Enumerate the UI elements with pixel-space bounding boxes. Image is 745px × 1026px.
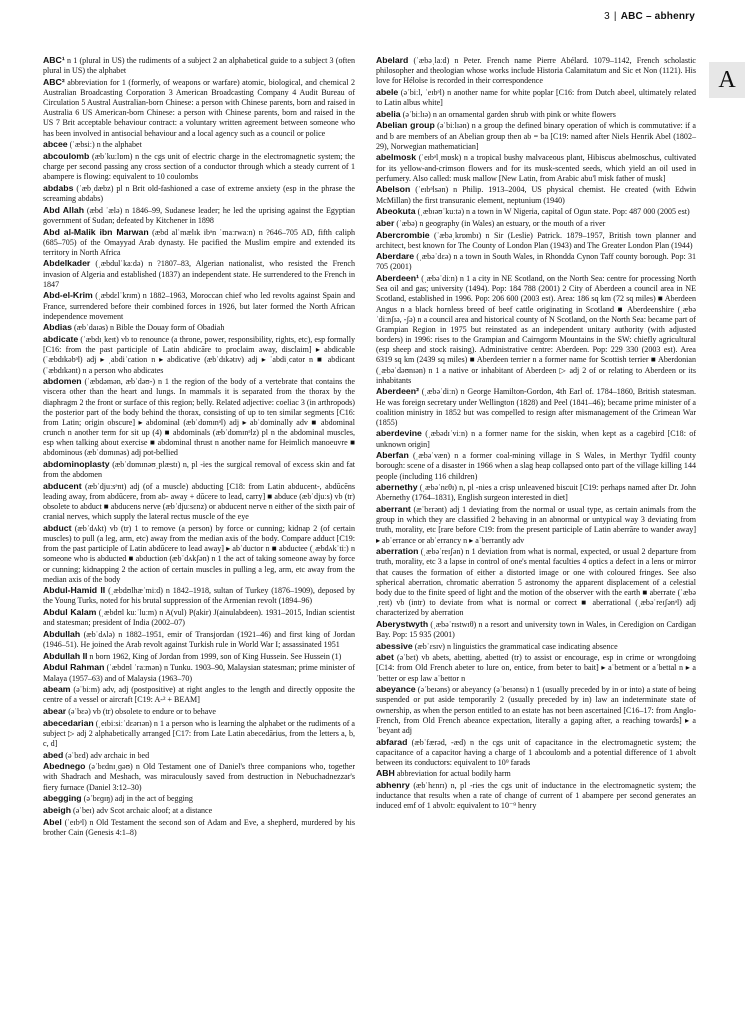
definition-text: (æbˈdjuːsᵊnt) adj (of a muscle) abducting [C18: from Latin abducent-, abdūcēns leading away, from abdūcere, from ab- away + dūcere to lead, carry] ■ abduce (æbˈdjuːs) vb (tr) obsolete to abduct ■ abducens nerve (æbˈdjuːsɛnz) or abducent nerve n either of the sixth pair of cranial nerves, which supply the lateral rectus muscle of the eye [43, 481, 356, 522]
definition-text: (əˈbiːlɪə) n an ornamental garden shrub with pink or white flowers [402, 109, 616, 119]
definition-text: (ˌæbəˈvæn) n a former coal-mining village in S Wales, in Merthyr Tydfil county borough: scene of a disaster in 1966 when a slag heap collapsed onto part of the village killing 144 people (including 116 children) [376, 451, 696, 481]
dictionary-entry [43, 55, 355, 76]
dictionary-entry [376, 251, 696, 272]
dictionary-entry [43, 376, 355, 458]
dictionary-entry [43, 761, 355, 792]
headword: Abel [43, 816, 62, 827]
definition-text: (æbˈkuːlɒm) n the cgs unit of electric charge in the electromagnetic system; the charge per second passing any cross section of a conductor through which a steady current of 1 abampere is flowing: equivalent to 10 coulombs [43, 151, 356, 182]
headword: abeam [43, 684, 71, 695]
headword: abernethy [376, 482, 418, 493]
dictionary-entry [43, 459, 355, 480]
headword: Abdullah II [43, 650, 88, 661]
definition-text: (əˈbɛd) adv archaic in bed [65, 750, 150, 760]
headword: ABC¹ [43, 55, 65, 65]
dictionary-entry [43, 706, 355, 717]
headword: Aberdare [376, 251, 415, 262]
guide-words: ABC – abhenry [620, 11, 695, 22]
definition-text: (ˌæbəˈnɛθɪ) n, pl -nies a crisp unleavened biscuit [C19: perhaps named after Dr. John Abernethy (1764–1831), English surgeon interested in diet] [376, 483, 696, 503]
definition-text: (əˈbɛɡɪŋ) adj in the act of begging [83, 794, 193, 804]
dictionary-entry [376, 152, 696, 183]
headword: aber [376, 217, 395, 228]
dictionary-entry [376, 482, 696, 503]
headword: Abdelkader [43, 258, 91, 269]
right-column [376, 55, 696, 812]
dictionary-entry [376, 184, 696, 205]
headword: Abdul-Hamid II [43, 585, 106, 596]
definition-text: (ˌæbəˈdiːn) n George Hamilton-Gordon, 4th Earl of. 1784–1860, British statesman. He was foreign secretary under Wellington (1828) and Peel (1841–46); became prime minister of a coalition ministry in 1852 but was compelled to resign after mismanagement of the Crimean War (1855) [376, 387, 696, 427]
definition-text: (əˈbiːm) adv, adj (postpositive) at right angles to the length and directly opposite the centre of a vessel or aircraft [C19: A-² + BEAM] [43, 685, 355, 705]
headword: Abelson [376, 184, 411, 195]
definition-text: (ˌæbɪəʊˈkuːtə) n a town in W Nigeria, capital of Ogun state. Pop: 487 000 (2005 est) [417, 207, 690, 217]
dictionary-entry [376, 273, 696, 386]
headword: abcee [43, 139, 68, 150]
dictionary-entry [376, 641, 696, 652]
definition-text: (æbˈdʌlə) n 1882–1951, emir of Transjordan (1921–46) and first king of Jordan (1946–51). He joined the Arab revolt against Turkish rule in World War I; assassinated 1951 [43, 629, 355, 650]
definition-text: (ˈeɪbᵊlsən) n Philip. 1913–2004, US physical chemist. He created (with Edwin McMillan) the first transuranic element, neptunium (1940) [376, 185, 696, 205]
dictionary-entry [376, 120, 696, 151]
headword: abdicate [43, 334, 79, 345]
dictionary-entry [43, 77, 355, 139]
definition-text: (æbˈdʌkt) vb (tr) 1 to remove (a person) by force or cunning; kidnap 2 (of certain muscles) to pull (a leg, arm, etc) away from the median axis of the body. Compare adduct [C19: from the past participle of Latin abdūcere to lead away] ▸ abˈductor n ■ abductee (ˌæbdʌkˈtiː) n someone who is abducted ■ abduction (æbˈdʌkʃən) n 1 the act of taking someone away by force or cunning; kidnapping 2 the action of certain muscles in pulling a leg, arm, etc away from the median axis of the body [43, 523, 355, 584]
definition-text: (əˈbiːl, ˈeɪbᵊl) n another name for white poplar [C16: from Dutch abeel, ultimately related to Latin albus white] [376, 87, 696, 108]
headword: abessive [376, 640, 413, 651]
headword: aberrant [376, 504, 411, 515]
definition-text: (æˈbɛrənt) adj 1 deviating from the normal or usual type, as certain animals from the group in which they are classified 2 behaving in an abnormal or untypical way 3 deviating from truth, morality, etc [rare before C19: from the present participle of Latin aberrāre to wander away] ▸ abˈerrance or abˈerrancy n ▸ aˈberrantly adv [376, 505, 696, 545]
definition-text: (æbˈdaɪəs) n Bible the Douay form of Obadiah [73, 323, 225, 333]
definition-text: (ˌæbəˈreɪʃən) n 1 deviation from what is normal, expected, or usual 2 departure from truth, morality, etc 3 a lapse in control of one's mental faculties 4 optics a defect in a lens or mirror that causes the formation of either a distorted image or one with coloured fringes. See also spherical aberration, chromatic aberration 5 astronomy the apparent displacement of a celestial body due to the finite speed of light and the motion of the observer with the earth ■ aberrate (ˈæbəˌreɪt) vb (intr) to deviate from what is normal or correct ■ aberrational (ˌæbəˈreɪʃənᵊl) adj characterized by aberration [376, 547, 696, 618]
definition-text: (əˈbeɪəns) or abeyancy (əˈbeɪənsɪ) n 1 (usually preceded by in or into) a state of being suspended or put aside temporarily 2 (usually preceded by in) law an indeterminate state of ownership, as when the person entitled to an estate has not been ascertained [C16–17: from Anglo-French, from Old French abeance expectation, literally a gaping after, a reaching towards] ▸ aˈbeyant adj [376, 685, 696, 735]
dictionary-entry [43, 684, 355, 705]
dictionary-entry [376, 218, 696, 229]
dictionary-entry [376, 504, 696, 546]
headword: abdominoplasty [43, 458, 110, 469]
headword: aberration [376, 546, 419, 557]
thumb-index-letter: A [718, 66, 736, 93]
definition-text: (ˈæbsiː) n the alphabet [69, 140, 142, 150]
definition-text: (ˌæbdʊl kuːˈluːm) n A(vul) P(akir) J(ainulabdeen). 1931–2015, Indian scientist and statesman; president of India (2002–07) [43, 608, 355, 628]
dictionary-entry [43, 793, 355, 804]
definition-text: (æbd alˈmælɪk ibᵊn ˈmaːrwaːn) n ?646–705 AD, fifth caliph (685–705) of the Omayyad Arab dynasty. He pacified the Muslim empire and extended its territory in North Africa [43, 227, 355, 257]
dictionary-entry [376, 230, 696, 251]
definition-text: (ˌæbədɪˈviːn) n a former name for the siskin, when kept as a cagebird [C18: of unknown origin] [376, 429, 696, 449]
headword: abele [376, 86, 399, 97]
headword: abear [43, 706, 67, 717]
dictionary-entry [376, 87, 696, 108]
definition-text: (ˈæbə) n geography (in Wales) an estuary, or the mouth of a river [396, 218, 606, 228]
dictionary-entry [43, 205, 355, 226]
headword: ABC² [43, 76, 65, 87]
definition-text: n born 1962, King of Jordan from 1999, son of King Hussein. See Hussein (1) [89, 651, 342, 661]
definition-text: (ˈeɪbᵊlˌmɒsk) n a tropical bushy malvaceous plant, Hibiscus abelmoschus, cultivated for its yellow-and-crimson flowers and for its musk-scented seeds, which yield an oil used in perfumery. Also called: musk mallow [New Latin, from Arabic abu'l misk father of musk] [376, 153, 696, 183]
dictionary-entry [376, 546, 696, 618]
definition-text: abbreviation for actual bodily harm [396, 769, 511, 779]
headword: abed [43, 749, 64, 760]
dictionary-entry [43, 481, 355, 523]
running-header [604, 11, 695, 22]
headword: Abd al-Malik ibn Marwan [43, 226, 149, 237]
dictionary-entry [43, 718, 355, 749]
dictionary-entry [43, 322, 355, 333]
page-number: 3 [604, 11, 610, 22]
definition-text: (ˌæbdʊlhæˈmiːd) n 1842–1918, sultan of Turkey (1876–1909), deposed by the Young Turks, noted for his brutal suppression of the Armenian revolt (1894–96) [43, 586, 356, 606]
headword: Abelard [376, 55, 409, 65]
dictionary-entry [376, 206, 696, 217]
headword: Abelian group [376, 120, 435, 131]
definition-text: n 1 (plural in US) the rudiments of a subject 2 an alphabetical guide to a subject 3 (often plural in US) the alphabet [43, 56, 355, 76]
dictionary-entry [43, 585, 355, 606]
headword: Aberdeen² [376, 386, 419, 397]
definition-text: (æbˈfærəd, -æd) n the cgs unit of capacitance in the electromagnetic system; the capacitance of a capacitor having a charge of 1 abcoulomb and a potential difference of 1 abvolt between its conductors: equivalent to 10⁹ farads [376, 737, 697, 767]
definition-text: (æbd ˈælə) n 1846–99, Sudanese leader; he led the uprising against the Egyptian government of Sudan; defeated by Kitchener in 1898 [43, 205, 356, 225]
definition-text: (ˈæbdəmən, æbˈdəʊ-) n 1 the region of the body of a vertebrate that contains the viscera other than the heart and lungs. In mammals it is separated from the thorax by the diaphragm 2 the front or surface of this region; belly. Related adjective: coeliac 3 (in arthropods) the posterior part of the body behind the thorax, consisting of up to ten similar segments [C16: from Latin; origin obscure] ▸ abdominal (æbˈdɒmɪnᵊl) adj ▸ abˈdominally adv ■ abdominal crunch n another term for sit up (4) ■ abdominals (æbˈdɒmɪnᵊlz) pl n the abdominal muscles, esp when talking about exercise ■ abdominal thrust n another name for Heimlich manoeuvre ■ abdominous (æbˈdɒmɪnəs) adj pot-bellied [43, 377, 356, 458]
headword: ABH [376, 768, 395, 779]
headword: Abercrombie [376, 229, 430, 240]
headword: abecedarian [43, 717, 94, 728]
headword: abdomen [43, 376, 82, 387]
headword: Aberdeen¹ [376, 273, 419, 284]
headword: Abednego [43, 761, 86, 772]
dictionary-entry [43, 817, 355, 838]
headword: Abdul Rahman [43, 662, 105, 673]
definition-text: abbreviation for 1 (formerly, of weapons or warfare) atomic, biological, and chemical 2 Australian Broadcasting Corporation 3 American Broadcasting Company 4 Audit Bureau of Circulation 5 Austral Australian-born Chinese: a person with Chinese parents, born and raised in Australia 6 US American-born Chinese: a person with Chinese parents, born and raised in the US 7 Brit acceptable behaviour contract: a voluntary written agreement between someone who has been involved in antisocial behaviour and a local agency such as a council or police [43, 77, 355, 138]
dictionary-entry [43, 183, 355, 204]
definition-text: (əˈbiːlɪən) n a group the defined binary operation of which is commutative: if a and b are members of an Abelian group then ab = ba [C19: named after Niels Henrik Abel (1802–29), Norwegian mathematician] [376, 121, 696, 151]
definition-text: (əˈbɛdnɪˌɡəʊ) n Old Testament one of Daniel's three companions who, together with Shadrach and Meshach, was miraculously saved from destruction in Nebuchadnezzar's fiery furnace (Daniel 3:12–30) [43, 762, 356, 792]
headword: abeigh [43, 804, 71, 815]
dictionary-entry [43, 651, 355, 662]
headword: Abdul Kalam [43, 607, 97, 618]
definition-text: (ˈæbəˌlaːd) n Peter. French name Pierre Abélard. 1079–1142, French scholastic philosopher and theologian whose works include Historia Calamitatum and Sic et Non (1121). His love for Héloïse is recorded in their correspondence [376, 56, 697, 86]
headword: aberdevine [376, 428, 422, 439]
dictionary-entry [43, 334, 355, 376]
definition-text: (ˈæbdʊl ˈraːmən) n Tunku. 1903–90, Malaysian statesman; prime minister of Malaya (1957–63) and of Malaysia (1963–70) [43, 663, 356, 683]
dictionary-entry [376, 386, 696, 428]
dictionary-entry [43, 227, 355, 258]
headword: Abd-el-Krim [43, 290, 93, 301]
dictionary-entry [43, 151, 355, 182]
dictionary-entry [43, 290, 355, 321]
dictionary-entry [376, 652, 696, 683]
dictionary-entry [43, 805, 355, 816]
dictionary-entry [376, 737, 696, 768]
headword: abelia [376, 108, 401, 119]
headword: Abeokuta [376, 206, 416, 217]
headword: abduct [43, 522, 72, 533]
dictionary-entry [376, 768, 696, 779]
headword: abet [376, 652, 394, 663]
definition-text: (ˈæbˌdæbz) pl n Brit old-fashioned a case of extreme anxiety (esp in the phrase the screaming abdabs) [43, 183, 356, 204]
headword: abelmosk [376, 152, 417, 163]
headword: abfarad [376, 736, 408, 747]
definition-text: (ˌæbdɛlˈkrɪm) n 1882–1963, Moroccan chief who led revolts against Spain and France, surrendered before their combined forces in 1926, but later formed the North African independence movement [43, 291, 356, 321]
definition-text: (əˈbeɪ) adv Scot archaic aloof; at a distance [73, 805, 213, 815]
dictionary-entry [376, 684, 696, 736]
definition-text: (æbˈdɒmɪnəʊˌplæstɪ) n, pl -ies the surgical removal of excess skin and fat from the abdomen [43, 459, 355, 480]
headword: abcoulomb [43, 150, 90, 161]
headword: Aberfan [376, 450, 409, 461]
definition-text: (ˌæbəˈdɛə) n a town in South Wales, in Rhondda Cynon Taff county borough. Pop: 31 705 (2001) [376, 252, 697, 272]
headword: Abd Allah [43, 204, 85, 215]
thumb-index-tab [709, 62, 745, 98]
definition-text: (ˈeɪbᵊl) n Old Testament the second son of Adam and Eve, a shepherd, murdered by his brother Cain (Genesis 4:1–8) [43, 817, 355, 837]
headword: abducent [43, 480, 82, 491]
dictionary-entry [43, 523, 355, 585]
headword: abhenry [376, 780, 410, 791]
headword: Aberystwyth [376, 618, 429, 629]
header-separator: | [613, 11, 617, 22]
left-column [43, 55, 355, 838]
definition-text: (ˈæbəˌkrɒmbɪ) n Sir (Leslie) Patrick. 1879–1957, British town planner and architect, best known for The County of London Plan (1943) and The Greater London Plan (1944) [376, 230, 697, 250]
headword: Abdias [43, 322, 72, 333]
headword: abeyance [376, 684, 416, 695]
dictionary-entry [376, 780, 696, 811]
dictionary-entry [43, 139, 355, 150]
headword: abegging [43, 793, 82, 804]
definition-text: (əˈbɛə) vb (tr) obsolete to endure or to behave [68, 707, 216, 717]
dictionary-entry [376, 109, 696, 120]
dictionary-entry [376, 450, 696, 481]
headword: Abdullah [43, 628, 81, 639]
definition-text: (ˌæbəˈrɪstwɪθ) n a resort and university town in Wales, in Ceredigion on Cardigan Bay. Pop: 15 935 (2001) [376, 619, 696, 639]
definition-text: (æbˈɛsɪv) n linguistics the grammatical case indicating absence [414, 641, 618, 651]
dictionary-entry [376, 428, 696, 449]
dictionary-entry [43, 750, 355, 761]
definition-text: (æbˈhɛnrɪ) n, pl -ries the cgs unit of inductance in the electromagnetic system; the inductance that results when a rate of change of current of 1 abampere per second generates an induced emf of 1 abvolt: equivalent to 10⁻⁹ henry [376, 781, 696, 811]
dictionary-entry [43, 607, 355, 628]
definition-text: (ˌeɪbiːsiːˈdɛərɪən) n 1 a person who is learning the alphabet or the rudiments of a subject ▷ adj 2 alphabetically arranged [C17: from Late Latin abecedārius, from the letters a, b, c, d] [43, 718, 355, 748]
dictionary-entry [376, 55, 696, 86]
definition-text: (ˌæbəˈdiːn) n 1 a city in NE Scotland, on the North Sea: centre for processing North Sea oil and gas; university (1494). Pop: 184 788 (2001) 2 City of Aberdeen a council area in NE Scotland, established in 1996. Pop: 206 600 (2003 est). Area: 186 sq km (72 sq miles) ■ Aberdeen Angus n a black hornless breed of beef cattle originating in Scotland ■ Aberdeenshire (ˌæbəˈdiːnʃɪə, -ʃə) n a council area and historical county of N Scotland, on the North Sea: became part of Grampian Region in 1975 but reinstated as an independent unitary authority (with adjusted borders) in 1996: rises to the Grampian and Cairngorm Mountains in the SW: chiefly agricultural (esp sheep and stock raising). Administrative centre: Aberdeen. Pop: 229 330 (2003 est). Area 6319 sq km (2439 sq miles) ■ Aberdeen terrier n a former name for Scottish terrier ■ Aberdonian (ˌæbəˈdəʊnɪən) n 1 a native or inhabitant of Aberdeen ▷ adj 2 of or relating to Aberdeen or its inhabitants [376, 274, 696, 385]
definition-text: (əˈbɛt) vb abets, abetting, abetted (tr) to assist or encourage, esp in crime or wrongdoing [C14: from Old French abeter to lure on, entice, from beter to bait] ▸ aˈbetment or aˈbettal n ▸ aˈbetter or esp law aˈbettor n [376, 653, 696, 683]
dictionary-entry [43, 258, 355, 289]
dictionary-entry [43, 629, 355, 650]
headword: abdabs [43, 182, 74, 193]
dictionary-entry [376, 619, 696, 640]
dictionary-entry [43, 662, 355, 683]
definition-text: (ˌæbdulˈkaːdə) n ?1807–83, Algerian nationalist, who resisted the French invasion of Algeria and established (1837) an independent state. He surrendered to the French in 1847 [43, 259, 355, 289]
definition-text: (ˈæbdɪˌkeɪt) vb to renounce (a throne, power, responsibility, rights, etc), esp formally [C16: from the past participle of Latin abdicāre to proclaim away, disclaim] ▸ abdicable (ˈæbdɪkəbᵊl) adj ▸ ˌabdiˈcation n ▸ abdicative (æbˈdɪkətɪv) adj ▸ ˈabdiˌcator n ■ abdicant (ˈæbdɪkənt) n a person who abdicates [43, 335, 356, 375]
